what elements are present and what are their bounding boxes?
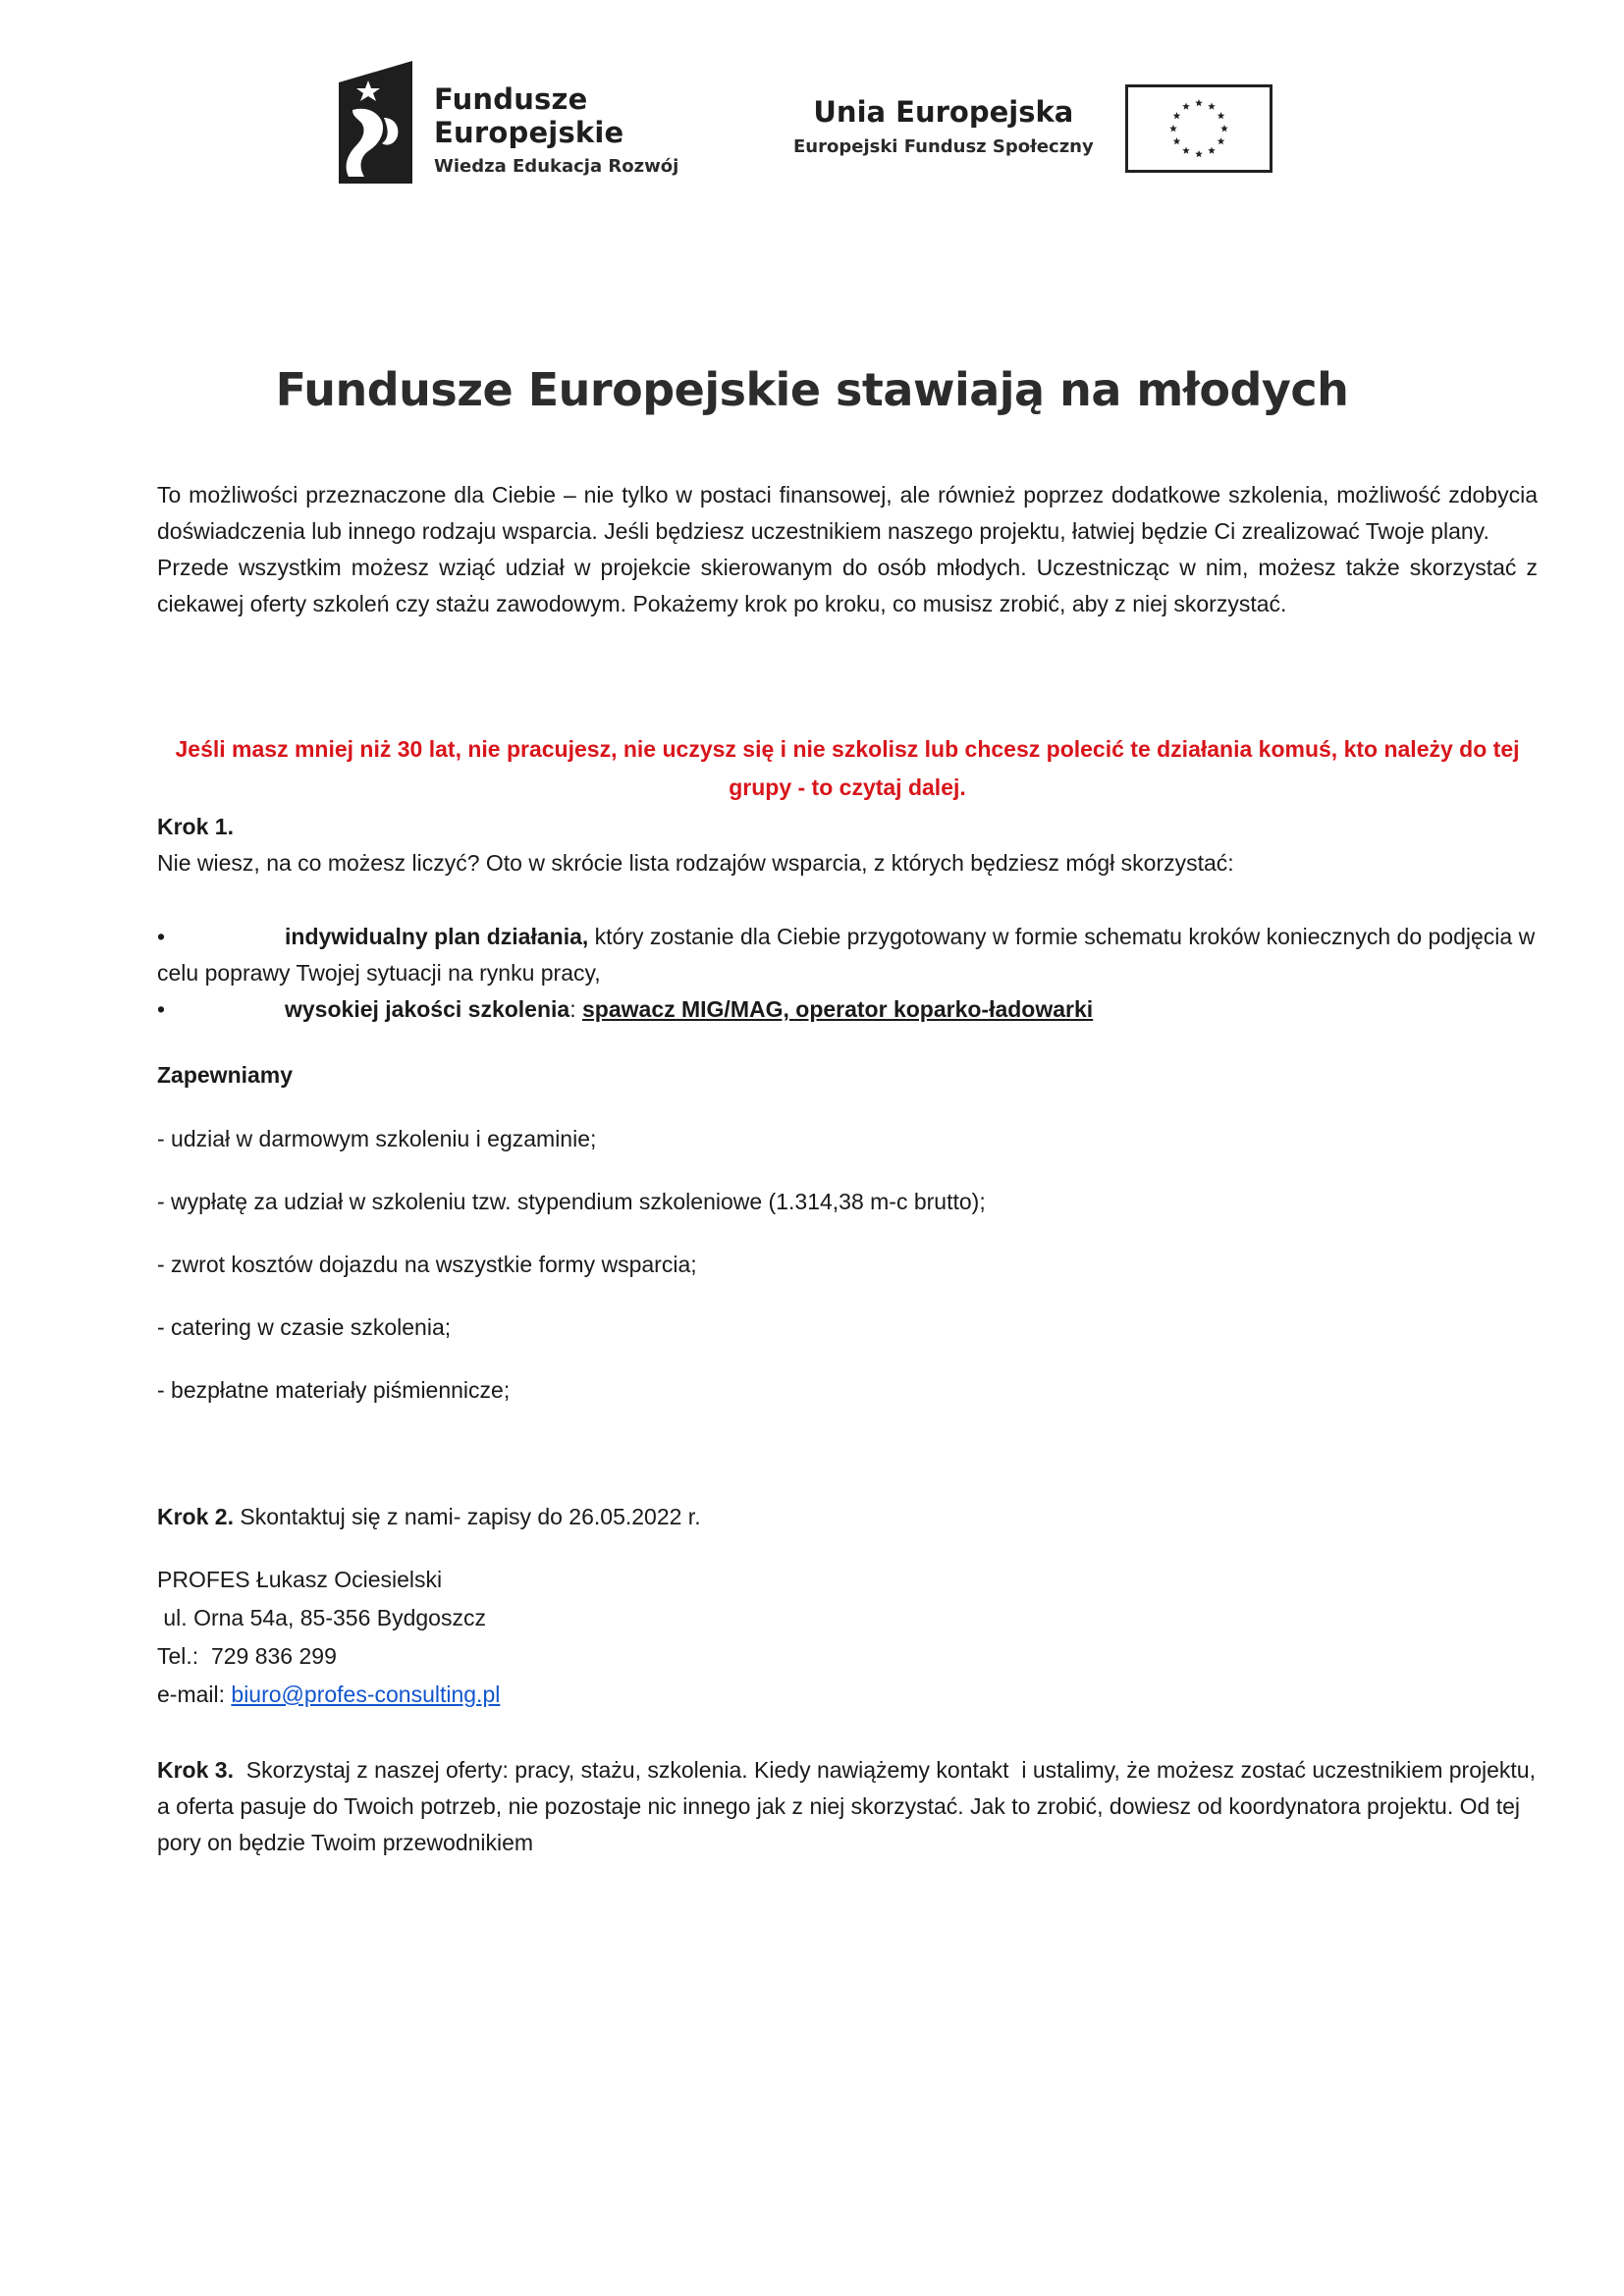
eu-star-icon — [1220, 125, 1228, 132]
ue-logo-title: Unia Europejska — [813, 95, 1074, 129]
step1-section — [157, 809, 1538, 881]
ensure-item — [157, 1121, 1538, 1157]
ensure-item-text: - udział w darmowym szkoleniu i egzaminie; — [157, 1126, 597, 1151]
step2-text: Skontaktuj się z nami- zapisy do 26.05.2022 r. — [233, 1504, 701, 1529]
ensure-item — [157, 1247, 1538, 1283]
intro-paragraph-1: To możliwości przeznaczone dla Ciebie – nie tylko w postaci finansowej, ale również poprzez dodatkowe szkolenia, możliwość zdobycia doświadczenia lub innego rodzaju wsparcia. Jeśli będziesz uczestnikiem naszego projektu, łatwiej będzie Ci zrealizować Twoje plany. — [157, 482, 1538, 544]
contact-address: ul. Orna 54a, 85-356 Bydgoszcz — [157, 1605, 486, 1630]
bullet-dot: • — [157, 924, 166, 949]
training-names: spawacz MIG/MAG, operator koparko-ładowarki — [582, 996, 1094, 1022]
step2-section — [157, 1499, 1538, 1535]
eu-star-icon — [1172, 137, 1180, 144]
step3-text: Skorzystaj z naszej oferty: pracy, stażu, szkolenia. Kiedy nawiążemy kontakt i ustalimy, że możesz zostać uczestnikiem projektu, a oferta pasuje do Twoich potrzeb, nie pozostaje nic innego jak z niej skorzystać. Jak to zrobić, dowiesz od koordynatora projektu. Od tej pory on będzie Twoim przewodnikiem — [157, 1757, 1543, 1855]
bullet-separator: : — [569, 996, 582, 1022]
page-title: Fundusze Europejskie stawiają na młodych — [275, 363, 1349, 416]
eu-star-icon — [1208, 147, 1216, 154]
contact-email-link[interactable]: biuro@profes-consulting.pl — [231, 1682, 501, 1707]
eu-star-icon — [1217, 112, 1224, 119]
fe-logo-tagline: Wiedza Edukacja Rozwój — [434, 156, 679, 177]
fundusze-europejskie-emblem-icon — [339, 61, 412, 184]
fe-logo-line2: Europejskie — [434, 116, 624, 149]
step3-section — [157, 1752, 1543, 1861]
fe-logo-line1: Fundusze — [434, 82, 588, 116]
eu-star-icon — [1169, 125, 1177, 132]
ensure-section — [157, 1057, 1538, 1094]
bullet-dot: • — [157, 996, 166, 1022]
highlight-text: Jeśli masz mniej niż 30 lat, nie pracujesz, nie uczysz się i nie szkolisz lub chcesz polecić te działania komuś, kto należy do tej grupy - to czytaj dalej. — [175, 736, 1520, 800]
ensure-item-text: - catering w czasie szkolenia; — [157, 1314, 452, 1340]
bullet-item — [157, 919, 1538, 991]
ensure-item — [157, 1372, 1538, 1409]
ensure-item-text: - wypłatę za udział w szkoleniu tzw. stypendium szkoleniowe (1.314,38 m-c brutto); — [157, 1189, 986, 1214]
step1-text: Nie wiesz, na co możesz liczyć? Oto w skrócie lista rodzajów wsparcia, z których będziesz mógł skorzystać: — [157, 850, 1234, 876]
intro-paragraph-2: Przede wszystkim możesz wziąć udział w projekcie skierowanym do osób młodych. Uczestnicząc w nim, możesz także skorzystać z ciekawej oferty szkoleń czy stażu zawodowym. Pokażemy krok po kroku, co musisz zrobić, aby z niej skorzystać. — [157, 555, 1538, 616]
contact-email-label: e-mail: — [157, 1682, 232, 1707]
eu-star-icon — [1182, 102, 1190, 109]
ensure-item-text: - zwrot kosztów dojazdu na wszystkie formy wsparcia; — [157, 1252, 697, 1277]
ensure-item — [157, 1309, 1538, 1346]
header-logos — [0, 61, 1624, 198]
eu-star-icon — [1195, 99, 1203, 106]
bullet-bold-text: wysokiej jakości szkolenia — [285, 996, 570, 1022]
eu-star-icon — [1217, 137, 1224, 144]
contact-company: PROFES Łukasz Ociesielski — [157, 1567, 443, 1592]
bullet-item — [157, 991, 1538, 1028]
eu-star-icon — [1182, 147, 1190, 154]
step3-heading: Krok 3. — [157, 1757, 234, 1783]
contact-block — [157, 1561, 1538, 1714]
bullet-text: który zostanie dla Ciebie przygotowany w formie schematu kroków koniecznych do podjęcia w celu poprawy Twojej sytuacji na rynku pracy, — [157, 924, 1536, 986]
unia-europejska-logo — [793, 84, 1272, 173]
step2-heading: Krok 2. — [157, 1504, 234, 1529]
highlight-section — [157, 730, 1538, 807]
eu-star-icon — [1195, 150, 1203, 157]
eu-flag-icon — [1125, 84, 1272, 173]
ensure-item-text: - bezpłatne materiały piśmiennicze; — [157, 1377, 511, 1403]
ensure-heading: Zapewniamy — [157, 1062, 294, 1088]
eu-star-icon — [1172, 112, 1180, 119]
step1-heading: Krok 1. — [157, 814, 234, 839]
contact-phone: Tel.: 729 836 299 — [157, 1643, 337, 1669]
step1-bullets — [157, 919, 1538, 1028]
eu-star-icon — [1208, 102, 1216, 109]
fundusze-europejskie-logo — [339, 61, 678, 188]
ensure-item — [157, 1184, 1538, 1220]
ue-logo-subtitle: Europejski Fundusz Społeczny — [793, 136, 1094, 157]
bullet-bold-text: indywidualny plan działania, — [285, 924, 589, 949]
intro-section — [157, 477, 1538, 622]
